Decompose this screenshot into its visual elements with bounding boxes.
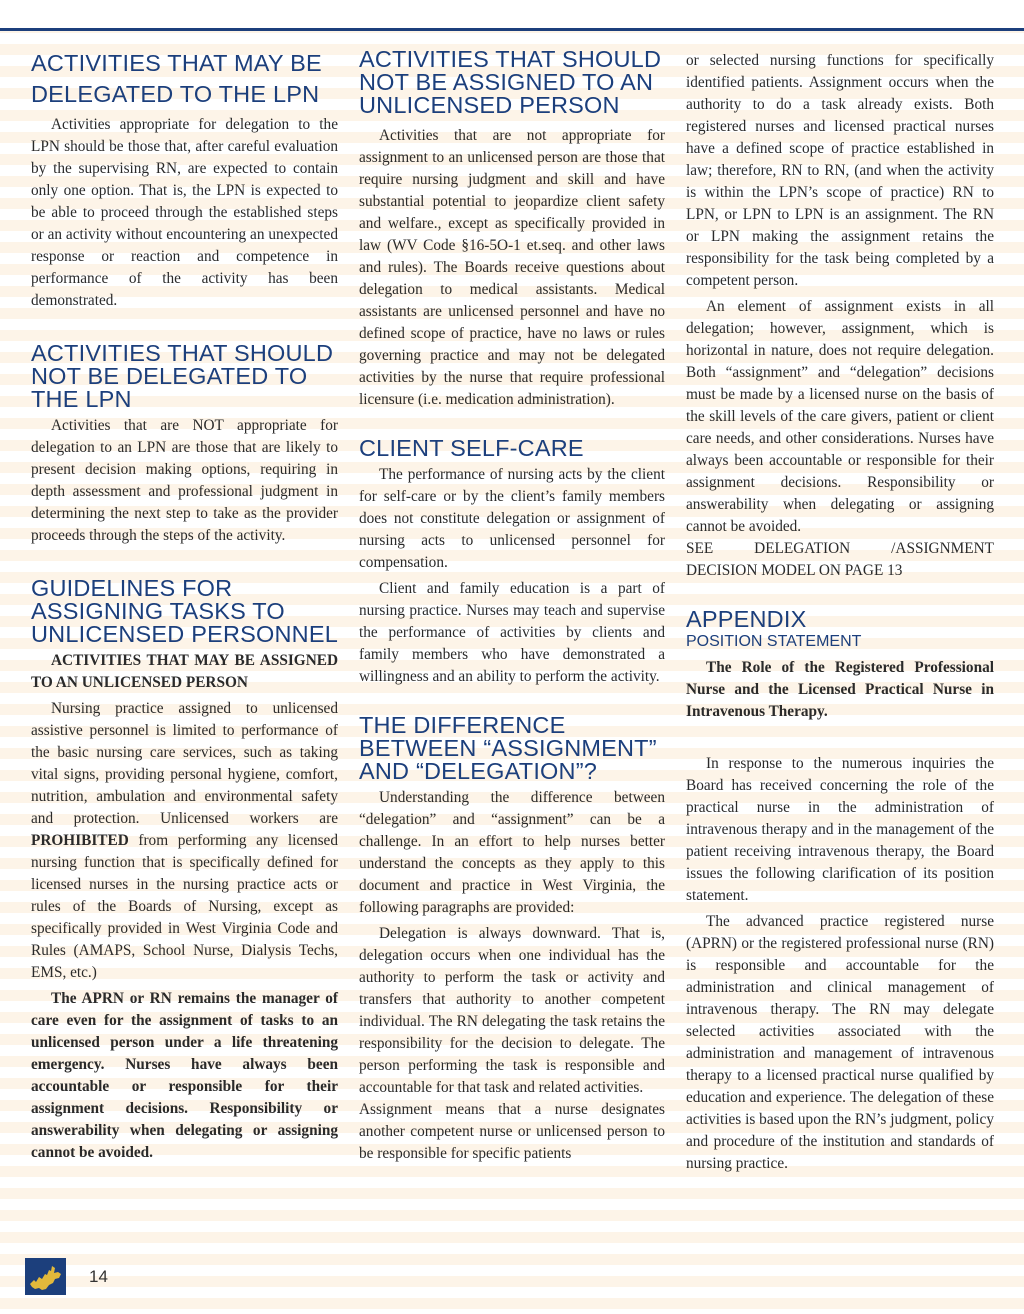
paragraph-client-self-care: The performance of nursing acts by the client for self-care or by the client’s family members does not constitute delegation or assignment of nursing acts to unlicensed personnel for compensation. [359, 466, 665, 571]
heading-not-assigned-unlicensed: ACTIVITIES THAT SHOULD NOT BE ASSIGNED TO AN UNLICENSED PERSON [359, 46, 662, 118]
paragraph-delegation: Delegation is always downward. That is, delegation occurs when one individual has the authority to perform the task or activity and transfers that authority to another competent individual. The RN delegating the task retains the responsibility for the decision to delegate. The person performing the task is responsible and accountable for that task and related activities. [359, 925, 665, 1096]
paragraph-client-education: Client and family education is a part of nursing practice. Nurses may teach and supervise the performance of activities by clients and family members who have demonstrated a willingness and an ability to perform the activity. [359, 580, 665, 685]
paragraph-may-be-delegated-lpn: Activities appropriate for delegation to the LPN should be those that, after careful evaluation by the supervising RN, are expected to contain only one option. That is, the LPN is expected to be able to proceed through the established steps or an activity without encountering an unexpected response or reaction and competence in performance of the activity has been demonstrated. [31, 116, 338, 309]
paragraph-aprn-responsible: The advanced practice registered nurse (APRN) or the registered professional nurse (RN) is responsible and accountable for the administration and clinical management of intravenous therapy. The RN may delegate selected activities associated with the administration and management of intravenous therapy to a licensed practical nurse qualified by education and experience. The delegation of these activities is based upon the RN’s judgment, policy and procedure of the institution and standards of nursing practice. [686, 913, 994, 1172]
emphasis-prohibited: PROHIBITED [31, 832, 129, 849]
heading-may-be-delegated-lpn: ACTIVITIES THAT MAY BE DELEGATED TO THE LPN [31, 50, 322, 107]
text-run: from performing any licensed nursing function that is specifically defined for licensed nurses in the nursing practice acts or rules of the Boards of Nursing, except as specifically provided in West Virginia Code and Rules (AMAPS, School Nurse, Dialysis Techs, EMS, etc.) [31, 832, 338, 981]
column-left [31, 48, 338, 1164]
text-run: Nursing practice assigned to unlicensed assistive personnel is limited to performance of the basic nursing care services, such as taking vital signs, providing personal hygiene, comfort, nutrition, ambulation and environmental safety and protection. Unlicensed workers are [31, 700, 338, 827]
paragraph-difference: Understanding the difference between “delegation” and “assignment” can be a challenge. In an effort to help nurses better understand the concepts as they apply to this document and practice in West Virginia, the following paragraphs are provided: [359, 789, 665, 916]
heading-appendix: APPENDIX [686, 606, 807, 632]
top-rule [0, 28, 1024, 31]
heading-client-self-care: CLIENT SELF-CARE [359, 435, 584, 461]
paragraph-unlicensed-assistive [31, 698, 338, 984]
position-statement-title: The Role of the Registered Professional Nurse and the Licensed Practical Nurse in Intravenous Therapy. [686, 659, 994, 720]
paragraph-numerous-inquiries: In response to the numerous inquiries the Board has received concerning the role of the practical nurse in the administration of intravenous therapy and in the management of the patient receiving intravenous therapy, the Board issues the following clarification of its position statement. [686, 755, 994, 904]
paragraph-manager-of-care: The APRN or RN remains the manager of care even for the assignment of tasks to an unlicensed person under a life threatening emergency. Nurses have always been accountable or responsible for their assignment decisions. Responsibility or answerability when delegating or assigning cannot be avoided. [31, 990, 338, 1161]
paragraph-not-assigned-unlicensed: Activities that are not appropriate for assignment to an unlicensed person are those that require nursing judgment and skill and have substantial potential to jeopardize client safety and welfare., except as specifically provided in law (WV Code §16-5O-1 et.seq. and other laws and rules). The Boards receive questions about delegation to medical assistants. Medical assistants are unlicensed personnel and have no defined scope of practice, have no laws or rules governing practice and may not be delegated activities by the nurse that require professional licensure (i.e. medication administration). [359, 127, 665, 408]
top-bar [0, 0, 1024, 31]
page-footer [25, 1258, 325, 1298]
subheading-position-statement: POSITION STATEMENT [686, 633, 862, 650]
subheading-may-be-assigned: ACTIVITIES THAT MAY BE ASSIGNED TO AN UNLICENSED PERSON [31, 652, 338, 691]
paragraph-see-decision-model: SEE DELEGATION /ASSIGNMENT DECISION MODEL ON PAGE 13 [686, 540, 994, 579]
column-middle [359, 48, 665, 1165]
page-number: 14 [89, 1267, 108, 1286]
heading-not-delegated-lpn: ACTIVITIES THAT SHOULD NOT BE DELEGATED TO THE LPN [31, 340, 334, 412]
paragraph-assignment-continued: or selected nursing functions for specifically identified patients. Assignment occurs when the authority to do a task already exists. Both registered nurses and licensed practical nurses have a defined scope of practice established in law; therefore, RN to RN, (and when the activity is within the LPN’s scope of practice) RN to LPN, or LPN to LPN is an assignment. The RN or LPN making the assignment retains the responsibility for the task being completed by a competent person. [686, 52, 994, 289]
heading-difference: THE DIFFERENCE BETWEEN “ASSIGNMENT” AND “DELEGATION”? [359, 712, 657, 784]
column-right [686, 50, 994, 1175]
west-virginia-state-icon [25, 1258, 66, 1295]
paragraph-assignment: Assignment means that a nurse designates another competent nurse or unlicensed person to be responsible for specific patients [359, 1101, 665, 1162]
paragraph-element-of-assignment: An element of assignment exists in all delegation; however, assignment, which is horizontal in nature, does not require delegation. Both “assignment” and “delegation” decisions must be made by a licensed nurse on the basis of the skill levels of the care givers, patient or client care needs, and other considerations. Nurses have always been accountable or responsible for their assignment decisions. Responsibility or answerability when delegating or assigning cannot be avoided. [686, 298, 994, 535]
heading-guidelines-assigning: GUIDELINES FOR ASSIGNING TASKS TO UNLICENSED PERSONNEL [31, 575, 338, 647]
paragraph-not-delegated-lpn: Activities that are NOT appropriate for delegation to an LPN are those that are likely to present decision making options, requiring in depth assessment and professional judgment in determining the next step to take as the provider proceeds through the steps of the activity. [31, 417, 338, 544]
